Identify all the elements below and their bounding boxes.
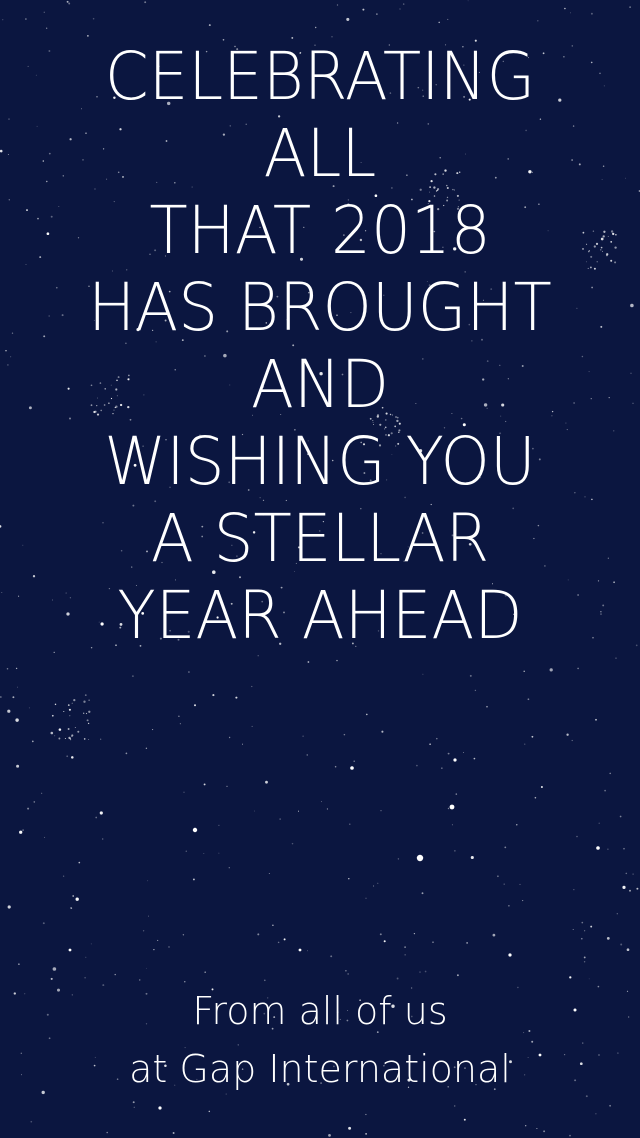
star-dot	[16, 668, 17, 669]
star-dot	[632, 873, 633, 874]
star-dot	[67, 1, 69, 3]
star-dot	[470, 675, 472, 677]
signoff	[0, 982, 640, 1098]
star-dot	[115, 974, 116, 975]
star-dot	[139, 979, 140, 980]
star-dot	[272, 924, 274, 926]
star-dot	[447, 19, 448, 20]
star-dot	[52, 715, 54, 717]
star-dot	[2, 19, 3, 20]
star-dot	[15, 718, 18, 721]
star-dot	[65, 738, 66, 739]
star-dot	[607, 937, 610, 940]
star-dot	[417, 855, 423, 861]
star-dot	[235, 697, 237, 699]
star-dot	[5, 350, 6, 351]
star-dot	[620, 944, 622, 946]
headline-line-4: HAS BROUGHT	[88, 269, 552, 346]
star-dot	[450, 805, 455, 810]
star-dot	[308, 661, 310, 663]
star-dot	[523, 671, 524, 672]
star-dot	[584, 961, 585, 962]
star-dot	[73, 699, 75, 701]
star-dot	[436, 738, 438, 740]
star-dot	[299, 949, 302, 952]
star-dot	[456, 793, 457, 794]
star-dot	[134, 1107, 135, 1108]
star-dot	[55, 704, 56, 705]
star-dot	[33, 801, 35, 803]
star-dot	[298, 811, 299, 812]
star-dot	[146, 748, 147, 749]
star-dot	[85, 694, 87, 696]
star-dot	[381, 731, 383, 733]
star-dot	[607, 848, 608, 849]
star-dot	[173, 1132, 175, 1134]
star-dot	[474, 758, 476, 760]
star-dot	[543, 1130, 545, 1132]
star-dot	[102, 838, 103, 839]
star-dot	[91, 943, 92, 944]
star-dot	[83, 713, 84, 714]
star-dot	[376, 13, 377, 14]
star-dot	[144, 1, 146, 3]
star-dot	[209, 24, 211, 26]
star-dot	[87, 35, 89, 37]
star-dot	[183, 792, 184, 793]
star-dot	[636, 888, 638, 890]
star-dot	[53, 967, 57, 971]
star-dot	[83, 701, 85, 703]
star-dot	[22, 829, 24, 831]
star-dot	[41, 793, 42, 794]
star-dot	[284, 938, 286, 940]
star-dot	[328, 1134, 331, 1137]
star-dot	[133, 1101, 135, 1103]
star-dot	[454, 850, 455, 851]
star-dot	[475, 690, 476, 691]
star-dot	[591, 13, 593, 15]
star-dot	[152, 729, 153, 730]
star-dot	[54, 735, 55, 736]
star-dot	[353, 761, 354, 762]
star-dot	[335, 766, 337, 768]
star-dot	[362, 9, 364, 11]
star-dot	[457, 974, 459, 976]
star-dot	[366, 714, 368, 716]
star-dot	[404, 946, 406, 948]
star-dot	[252, 726, 253, 727]
star-dot	[100, 811, 103, 814]
star-dot	[68, 728, 70, 730]
star-dot	[414, 933, 415, 934]
star-dot	[194, 704, 196, 706]
star-dot	[508, 905, 510, 907]
star-dot	[633, 403, 634, 404]
star-dot	[280, 819, 281, 820]
star-dot	[180, 723, 181, 724]
star-dot	[132, 675, 134, 677]
star-dot	[264, 980, 266, 982]
star-dot	[377, 883, 378, 884]
star-dot	[229, 737, 230, 738]
star-dot	[625, 178, 626, 179]
star-dot	[10, 356, 11, 357]
star-dot	[68, 3, 70, 5]
star-dot	[71, 756, 74, 759]
star-dot	[348, 973, 349, 974]
star-dot	[242, 744, 243, 745]
star-dot	[44, 12, 45, 13]
star-dot	[438, 22, 440, 24]
star-dot	[422, 892, 424, 894]
star-dot	[218, 825, 219, 826]
star-dot	[365, 898, 366, 899]
star-dot	[158, 1106, 161, 1109]
star-dot	[573, 929, 574, 930]
star-dot	[226, 786, 227, 787]
star-dot	[604, 790, 606, 792]
star-dot	[398, 858, 399, 859]
star-dot	[336, 660, 337, 661]
star-dot	[30, 1121, 32, 1123]
star-dot	[265, 781, 268, 784]
star-dot	[178, 715, 180, 717]
star-dot	[453, 758, 456, 761]
star-dot	[466, 942, 468, 944]
star-dot	[43, 922, 45, 924]
star-dot	[8, 118, 9, 119]
star-dot	[254, 811, 255, 812]
star-dot	[425, 971, 427, 973]
star-dot	[188, 671, 190, 673]
star-dot	[596, 846, 600, 850]
star-dot	[524, 744, 525, 745]
star-dot	[70, 739, 71, 740]
star-dot	[595, 719, 597, 721]
star-dot	[573, 889, 574, 890]
star-dot	[327, 808, 328, 809]
star-dot	[403, 3, 404, 4]
star-dot	[419, 972, 420, 973]
star-dot	[251, 686, 252, 687]
star-dot	[302, 735, 303, 736]
star-dot	[629, 890, 631, 892]
star-dot	[504, 883, 505, 884]
star-dot	[463, 752, 464, 753]
star-dot	[84, 738, 86, 740]
star-dot	[72, 895, 74, 897]
star-dot	[630, 304, 634, 308]
headline-line-2: ALL	[263, 115, 377, 192]
star-dot	[79, 862, 81, 864]
star-dot	[471, 856, 474, 859]
star-dot	[622, 886, 625, 889]
star-dot	[100, 739, 101, 740]
star-dot	[397, 978, 399, 980]
star-dot	[84, 977, 86, 979]
star-dot	[16, 765, 19, 768]
signoff-line-2: at Gap International	[129, 1047, 511, 1091]
headline-line-8: YEAR AHEAD	[117, 577, 523, 654]
star-dot	[504, 847, 506, 849]
star-dot	[257, 933, 259, 935]
star-dot	[66, 755, 68, 757]
headline-line-5: AND	[250, 346, 390, 423]
star-dot	[63, 711, 64, 712]
star-dot	[8, 905, 11, 908]
star-dot	[550, 668, 553, 671]
star-dot	[0, 696, 2, 698]
star-dot	[416, 765, 418, 767]
star-dot	[75, 727, 76, 728]
star-dot	[497, 875, 499, 877]
star-dot	[186, 851, 187, 852]
star-dot	[365, 1114, 366, 1115]
star-dot	[7, 710, 10, 713]
star-dot	[9, 199, 10, 200]
star-dot	[344, 734, 346, 736]
star-dot	[203, 853, 204, 854]
headline-line-3: THAT 2018	[149, 192, 491, 269]
star-dot	[59, 728, 62, 731]
star-dot	[307, 754, 308, 755]
star-dot	[584, 956, 586, 958]
star-dot	[570, 13, 571, 14]
star-dot	[464, 1119, 466, 1121]
star-dot	[18, 963, 20, 965]
star-dot	[168, 946, 169, 947]
star-dot	[88, 700, 89, 701]
star-dot	[537, 20, 539, 22]
star-dot	[365, 1133, 367, 1135]
star-dot	[399, 8, 400, 9]
star-dot	[321, 801, 322, 802]
star-dot	[70, 907, 72, 909]
star-dot	[627, 948, 630, 951]
star-dot	[157, 940, 158, 941]
star-dot	[581, 938, 583, 940]
star-dot	[146, 968, 147, 969]
star-dot	[422, 674, 423, 675]
star-dot	[8, 154, 9, 155]
star-dot	[590, 926, 592, 928]
star-dot	[219, 853, 220, 854]
star-dot	[87, 719, 89, 721]
star-dot	[85, 957, 86, 958]
star-dot	[617, 913, 618, 914]
star-dot	[258, 655, 259, 656]
star-dot	[346, 18, 349, 21]
star-dot	[448, 753, 450, 755]
star-dot	[147, 880, 148, 881]
star-dot	[441, 768, 442, 769]
star-dot	[348, 878, 349, 879]
star-dot	[19, 831, 22, 834]
star-dot	[27, 808, 29, 810]
star-dot	[626, 873, 628, 875]
star-dot	[380, 933, 382, 935]
star-dot	[12, 696, 14, 698]
star-dot	[58, 738, 60, 740]
star-dot	[69, 709, 70, 710]
star-dot	[350, 766, 354, 770]
star-dot	[183, 934, 184, 935]
star-dot	[153, 949, 154, 950]
star-dot	[0, 150, 2, 153]
star-dot	[448, 808, 449, 809]
star-dot	[615, 657, 616, 658]
star-dot	[576, 836, 578, 838]
star-dot	[349, 824, 350, 825]
star-dot	[630, 373, 631, 374]
star-dot	[584, 930, 585, 931]
star-dot	[63, 876, 64, 877]
star-dot	[432, 942, 433, 943]
headline-line-6: WISHING YOU	[104, 423, 536, 500]
star-dot	[373, 886, 374, 887]
star-dot	[429, 743, 431, 745]
star-dot	[7, 364, 9, 366]
star-dot	[569, 976, 571, 978]
star-dot	[193, 878, 195, 880]
star-dot	[143, 930, 144, 931]
star-dot	[69, 715, 70, 716]
star-dot	[148, 916, 149, 917]
star-dot	[193, 828, 197, 832]
star-dot	[88, 711, 90, 713]
star-dot	[566, 734, 568, 736]
star-dot	[86, 713, 87, 714]
star-dot	[93, 18, 95, 20]
star-dot	[17, 687, 18, 688]
star-dot	[95, 817, 97, 819]
star-dot	[589, 978, 590, 979]
star-dot	[44, 837, 45, 838]
star-dot	[536, 1128, 537, 1129]
star-dot	[68, 737, 70, 739]
star-dot	[46, 28, 47, 29]
star-dot	[51, 978, 53, 980]
headline-line-1: CELEBRATING	[104, 38, 536, 115]
star-dot	[452, 824, 453, 825]
star-dot	[599, 823, 600, 824]
star-dot	[204, 783, 206, 785]
star-dot	[454, 1105, 455, 1106]
star-dot	[380, 810, 381, 811]
star-dot	[68, 704, 70, 706]
star-dot	[595, 1113, 596, 1114]
star-dot	[522, 900, 523, 901]
star-dot	[69, 949, 72, 952]
star-dot	[468, 0, 469, 1]
star-dot	[629, 6, 631, 8]
star-dot	[269, 873, 270, 874]
star-dot	[541, 786, 543, 788]
star-dot	[535, 797, 537, 799]
star-dot	[508, 953, 511, 956]
star-dot	[76, 898, 79, 901]
star-dot	[32, 741, 34, 743]
star-dot	[581, 922, 583, 924]
star-dot	[29, 707, 30, 708]
star-dot	[88, 739, 89, 740]
star-dot	[204, 971, 206, 973]
star-dot	[209, 1111, 211, 1113]
star-dot	[292, 843, 294, 845]
star-dot	[12, 333, 13, 334]
star-dot	[72, 703, 73, 704]
star-dot	[384, 940, 386, 942]
star-dot	[525, 1125, 526, 1126]
star-dot	[569, 1135, 571, 1137]
star-dot	[77, 731, 79, 733]
headline-line-7: A STELLAR	[150, 500, 490, 577]
star-dot	[1, 592, 2, 593]
star-dot	[315, 27, 316, 28]
star-dot	[516, 824, 517, 825]
star-dot	[564, 8, 566, 10]
star-dot	[348, 1127, 351, 1130]
star-dot	[337, 4, 338, 5]
star-dot	[623, 848, 625, 850]
star-dot	[88, 723, 89, 724]
star-dot	[577, 668, 579, 670]
star-dot	[636, 645, 638, 647]
star-dot	[520, 884, 521, 885]
star-dot	[307, 950, 308, 951]
star-dot	[212, 694, 214, 696]
star-dot	[620, 816, 622, 818]
signoff-line-1: From all of us	[192, 989, 448, 1033]
star-dot	[528, 698, 530, 700]
star-dot	[106, 1132, 108, 1134]
star-dot	[493, 934, 496, 937]
star-dot	[0, 525, 1, 528]
star-dot	[330, 955, 332, 957]
star-dot	[572, 740, 573, 741]
star-dot	[609, 773, 611, 775]
star-dot	[486, 706, 488, 708]
star-dot	[7, 668, 9, 670]
star-dot	[51, 732, 54, 735]
headline	[16, 38, 624, 654]
star-dot	[229, 867, 230, 868]
star-dot	[405, 954, 406, 955]
star-dot	[609, 1105, 611, 1107]
star-dot	[126, 753, 128, 755]
star-dot	[278, 942, 280, 944]
star-dot	[25, 18, 27, 20]
star-dot	[71, 734, 73, 736]
star-dot	[531, 736, 533, 738]
star-dot	[345, 970, 347, 972]
